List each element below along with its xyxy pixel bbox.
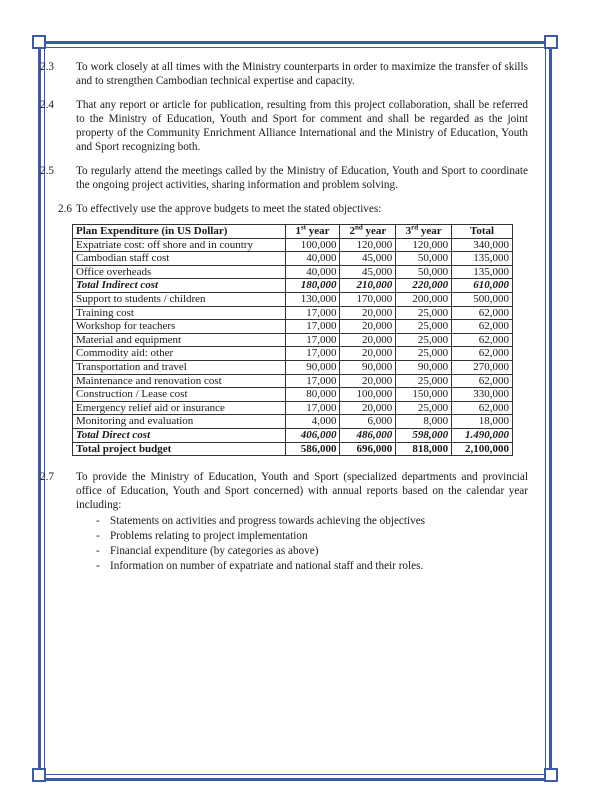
cell-year-1: 80,000 <box>285 388 340 402</box>
cell-year-1: 100,000 <box>285 238 340 252</box>
cell-label: Emergency relief aid or insurance <box>73 401 286 415</box>
section-text: To work closely at all times with the Ministry counterparts in order to maximize the transfer of skills and to strengthen Cambodian technical expertise and capacity. <box>76 61 528 87</box>
cell-label: Support to students / children <box>73 292 286 306</box>
cell-total: 135,000 <box>452 252 513 266</box>
table-row <box>73 347 513 361</box>
cell-year-1: 17,000 <box>285 374 340 388</box>
cell-year-3: 8,000 <box>396 415 452 429</box>
table-row <box>73 320 513 334</box>
cell-year-2: 696,000 <box>340 442 396 456</box>
cell-label: Material and equipment <box>73 333 286 347</box>
document-content <box>40 60 528 574</box>
cell-year-3: 25,000 <box>396 374 452 388</box>
cell-year-2: 6,000 <box>340 415 396 429</box>
list-item-text: Problems relating to project implementation <box>110 530 308 543</box>
list-item-text: Information on number of expatriate and national staff and their roles. <box>110 560 424 573</box>
table-row <box>73 360 513 374</box>
cell-year-1: 406,000 <box>285 428 340 442</box>
cell-total: 62,000 <box>452 401 513 415</box>
list-dash: - <box>96 530 100 543</box>
section-number: 2.6 <box>58 203 72 215</box>
header-year-1: 1st year <box>285 225 340 239</box>
cell-label: Office overheads <box>73 265 286 279</box>
table-row <box>73 265 513 279</box>
budget-table-header <box>73 225 513 239</box>
cell-year-3: 25,000 <box>396 320 452 334</box>
table-row <box>73 279 513 293</box>
cell-year-3: 598,000 <box>396 428 452 442</box>
section-number: 2.5 <box>40 165 54 177</box>
cell-label: Expatriate cost: off shore and in country <box>73 238 286 252</box>
cell-year-2: 20,000 <box>340 401 396 415</box>
cell-label: Total Direct cost <box>73 428 286 442</box>
section-number: 2.4 <box>40 99 54 111</box>
cell-total: 135,000 <box>452 265 513 279</box>
cell-year-1: 17,000 <box>285 320 340 334</box>
section-2-6 <box>58 202 528 216</box>
list-item <box>96 514 528 528</box>
cell-year-2: 20,000 <box>340 333 396 347</box>
cell-label: Workshop for teachers <box>73 320 286 334</box>
section-2-5 <box>40 164 528 192</box>
list-item <box>96 529 528 543</box>
list-dash: - <box>96 515 100 528</box>
cell-year-3: 50,000 <box>396 265 452 279</box>
border-corner-bottom-right <box>544 768 558 782</box>
cell-year-2: 45,000 <box>340 265 396 279</box>
list-item <box>96 544 528 558</box>
cell-year-3: 818,000 <box>396 442 452 456</box>
section-text: That any report or article for publication, resulting from this project collaboration, shall be referred to the Ministry of Education, Youth and Sport for comment and shall be regarded as the joint property of the Community Enrichment Alliance International and the Ministry of Education, Youth and Sport recognizing both. <box>76 99 528 153</box>
cell-year-2: 20,000 <box>340 306 396 320</box>
cell-year-3: 120,000 <box>396 238 452 252</box>
header-total: Total <box>452 225 513 239</box>
table-row <box>73 238 513 252</box>
table-row <box>73 292 513 306</box>
cell-year-1: 130,000 <box>285 292 340 306</box>
cell-year-3: 50,000 <box>396 252 452 266</box>
cell-total: 2,100,000 <box>452 442 513 456</box>
cell-year-1: 180,000 <box>285 279 340 293</box>
cell-year-2: 20,000 <box>340 320 396 334</box>
cell-total: 500,000 <box>452 292 513 306</box>
list-dash: - <box>96 545 100 558</box>
table-row <box>73 388 513 402</box>
cell-year-1: 17,000 <box>285 306 340 320</box>
cell-total: 62,000 <box>452 333 513 347</box>
list-item <box>96 559 528 573</box>
table-row <box>73 333 513 347</box>
cell-total: 62,000 <box>452 374 513 388</box>
border-corner-top-left <box>32 35 46 49</box>
cell-total: 62,000 <box>452 306 513 320</box>
cell-year-1: 17,000 <box>285 333 340 347</box>
cell-year-2: 170,000 <box>340 292 396 306</box>
header-year-2: 2nd year <box>340 225 396 239</box>
cell-year-2: 120,000 <box>340 238 396 252</box>
table-row <box>73 428 513 442</box>
cell-label: Maintenance and renovation cost <box>73 374 286 388</box>
header-plan-expenditure: Plan Expenditure (in US Dollar) <box>73 225 286 239</box>
cell-year-1: 4,000 <box>285 415 340 429</box>
table-row <box>73 401 513 415</box>
list-dash: - <box>96 560 100 573</box>
table-row <box>73 252 513 266</box>
section-2-4 <box>40 98 528 154</box>
cell-year-2: 90,000 <box>340 360 396 374</box>
border-corner-top-right <box>544 35 558 49</box>
section-text: To provide the Ministry of Education, Youth and Sport (specialized departments and provincial office of Education, Youth and Sport concerned) with annual reports based on the calendar year including: <box>76 471 528 512</box>
cell-year-3: 220,000 <box>396 279 452 293</box>
cell-year-3: 200,000 <box>396 292 452 306</box>
cell-year-1: 586,000 <box>285 442 340 456</box>
cell-year-2: 210,000 <box>340 279 396 293</box>
border-corner-bottom-left <box>32 768 46 782</box>
header-year-3: 3rd year <box>396 225 452 239</box>
list-item-text: Financial expenditure (by categories as above) <box>110 545 319 558</box>
section-number: 2.7 <box>40 471 54 484</box>
cell-total: 340,000 <box>452 238 513 252</box>
cell-year-3: 25,000 <box>396 306 452 320</box>
section-text: To effectively use the approve budgets to meet the stated objectives: <box>76 203 382 215</box>
cell-label: Commodity aid: other <box>73 347 286 361</box>
cell-year-1: 17,000 <box>285 401 340 415</box>
cell-label: Transportation and travel <box>73 360 286 374</box>
cell-year-2: 486,000 <box>340 428 396 442</box>
cell-year-3: 150,000 <box>396 388 452 402</box>
cell-label: Total project budget <box>73 442 286 456</box>
table-row <box>73 306 513 320</box>
cell-label: Cambodian staff cost <box>73 252 286 266</box>
cell-label: Monitoring and evaluation <box>73 415 286 429</box>
section-2-3 <box>40 60 528 88</box>
cell-total: 18,000 <box>452 415 513 429</box>
section-text: To regularly attend the meetings called by the Ministry of Education, Youth and Sport to coordinate the ongoing project activities, sharing information and problem solving. <box>76 165 528 191</box>
cell-year-1: 90,000 <box>285 360 340 374</box>
cell-year-2: 100,000 <box>340 388 396 402</box>
cell-year-3: 90,000 <box>396 360 452 374</box>
cell-total: 1.490,000 <box>452 428 513 442</box>
table-row <box>73 374 513 388</box>
cell-year-1: 40,000 <box>285 265 340 279</box>
cell-year-3: 25,000 <box>396 347 452 361</box>
table-row <box>73 415 513 429</box>
cell-year-1: 40,000 <box>285 252 340 266</box>
cell-year-1: 17,000 <box>285 347 340 361</box>
report-requirements-list <box>96 514 528 573</box>
list-item-text: Statements on activities and progress towards achieving the objectives <box>110 515 426 528</box>
budget-table <box>72 224 513 456</box>
cell-total: 610,000 <box>452 279 513 293</box>
cell-total: 270,000 <box>452 360 513 374</box>
cell-label: Training cost <box>73 306 286 320</box>
cell-year-2: 45,000 <box>340 252 396 266</box>
cell-total: 62,000 <box>452 320 513 334</box>
cell-year-3: 25,000 <box>396 333 452 347</box>
section-2-7 <box>40 470 528 573</box>
cell-year-2: 20,000 <box>340 347 396 361</box>
cell-total: 330,000 <box>452 388 513 402</box>
cell-year-2: 20,000 <box>340 374 396 388</box>
cell-total: 62,000 <box>452 347 513 361</box>
section-number: 2.3 <box>40 61 54 73</box>
cell-label: Total Indirect cost <box>73 279 286 293</box>
cell-year-3: 25,000 <box>396 401 452 415</box>
table-row <box>73 442 513 456</box>
cell-label: Construction / Lease cost <box>73 388 286 402</box>
